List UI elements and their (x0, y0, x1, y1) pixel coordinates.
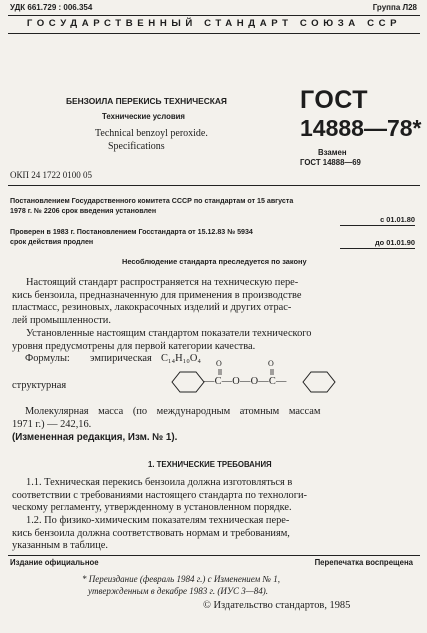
text-line: 1.1. Техническая перекись бензоила должна изготовляться в (26, 477, 293, 488)
carbonyl-oxygen-left: O (216, 359, 222, 368)
copyright: © Издательство стандартов, 1985 (203, 600, 351, 611)
text-line: кись бензоила, предназначенную для применения в производстве (12, 289, 302, 301)
peroxide-chain: —C—O—O—C— (204, 376, 287, 387)
intro-paragraph-1 (12, 277, 410, 327)
text-line: лей промышленности. (12, 314, 111, 326)
official-edition: Издание официальное (10, 558, 99, 567)
gost-label: ГОСТ (300, 86, 368, 114)
text-line: уровня предусмотрены для первой категории качества. (12, 340, 256, 352)
molecular-mass-line-1: Молекулярная масса (по международным атомным массам (25, 406, 321, 417)
decree-date-underline-1 (340, 225, 415, 226)
empirical-label: эмпирическая (90, 353, 152, 364)
text-line: соответствии с требованиями настоящего стандарта по технологи- (12, 489, 307, 501)
penalty-notice: Несоблюдение стандарта преследуется по закону (122, 257, 307, 266)
title-rule (8, 185, 420, 186)
gost-number: 14888—78* (300, 115, 422, 141)
decree-line-2: 1978 г. № 2206 срок введения установлен (10, 207, 157, 215)
formula-label: Формулы: (25, 353, 70, 364)
replaces-value: ГОСТ 14888—69 (300, 158, 361, 167)
decree-line-3: Проверен в 1983 г. Постановлением Госстандарта от 15.12.83 № 5934 (10, 228, 253, 236)
header-rule-top (8, 15, 420, 16)
reprint-note-line-1: * Переиздание (февраль 1984 г.) с Изменением № 1, (82, 574, 281, 584)
text-line: ческому регламенту, утвержденному в установленном порядке. (12, 502, 292, 514)
text-line: Установленные настоящим стандартом показатели технического (26, 328, 312, 339)
molecular-mass-line-2: 1971 г.) — 242,16. (12, 419, 92, 430)
okp-code: ОКП 24 1722 0100 05 (10, 170, 93, 180)
document-title-en: Technical benzoyl peroxide. (95, 128, 208, 139)
decree-date-extended: до 01.01.90 (374, 238, 415, 247)
intro-paragraph-2 (12, 328, 410, 353)
amendment-note: (Измененная редакция, Изм. № 1). (12, 432, 178, 443)
text-line: указанным в таблице. (12, 540, 109, 552)
decree-line-4: срок действия продлен (10, 238, 94, 246)
text-line: кись бензоила должна соответствовать нормам и требованиям, (12, 527, 290, 539)
text-line: Настоящий стандарт распространяется на техническую пере- (26, 277, 299, 288)
carbonyl-oxygen-right: O (268, 359, 274, 368)
benzene-ring-right (303, 372, 335, 392)
reprint-forbidden: Перепечатка воспрещена (314, 558, 413, 567)
decree-date-introduced: с 01.01.80 (380, 215, 415, 224)
group-code: Группа Л28 (372, 3, 417, 12)
section-heading: 1. ТЕХНИЧЕСКИЕ ТРЕБОВАНИЯ (148, 460, 272, 469)
footer-rule (8, 555, 420, 556)
document-subtitle-ru: Технические условия (102, 112, 185, 121)
text-line: пластмасс, резиновых, лакокрасочных изделий и других отрас- (12, 302, 292, 314)
reprint-note-line-2: утвержденным в декабре 1983 г. (ИУС 3—84). (88, 586, 268, 596)
replaces-label: Взамен (318, 148, 347, 157)
state-standard-banner: ГОСУДАРСТВЕННЫЙ СТАНДАРТ СОЮЗА ССР (26, 18, 402, 29)
document-title-ru: БЕНЗОИЛА ПЕРЕКИСЬ ТЕХНИЧЕСКАЯ (66, 96, 227, 106)
clause-1-1 (12, 477, 410, 515)
text-line: 1.2. По физико-химическим показателям техническая пере- (26, 515, 290, 526)
udk-code: УДК 661.729 : 006.354 (10, 3, 93, 12)
benzene-ring-left (172, 372, 204, 392)
header-rule-bottom (8, 33, 420, 34)
clause-1-2 (12, 515, 410, 553)
decree-date-underline-2 (340, 248, 415, 249)
structural-label: структурная (12, 380, 67, 391)
decree-line-1: Постановлением Государственного комитета СССР по стандартам от 15 августа (10, 197, 294, 205)
empirical-formula: C₁₄H₁₀O₄ (161, 353, 202, 364)
document-subtitle-en: Specifications (108, 141, 165, 152)
